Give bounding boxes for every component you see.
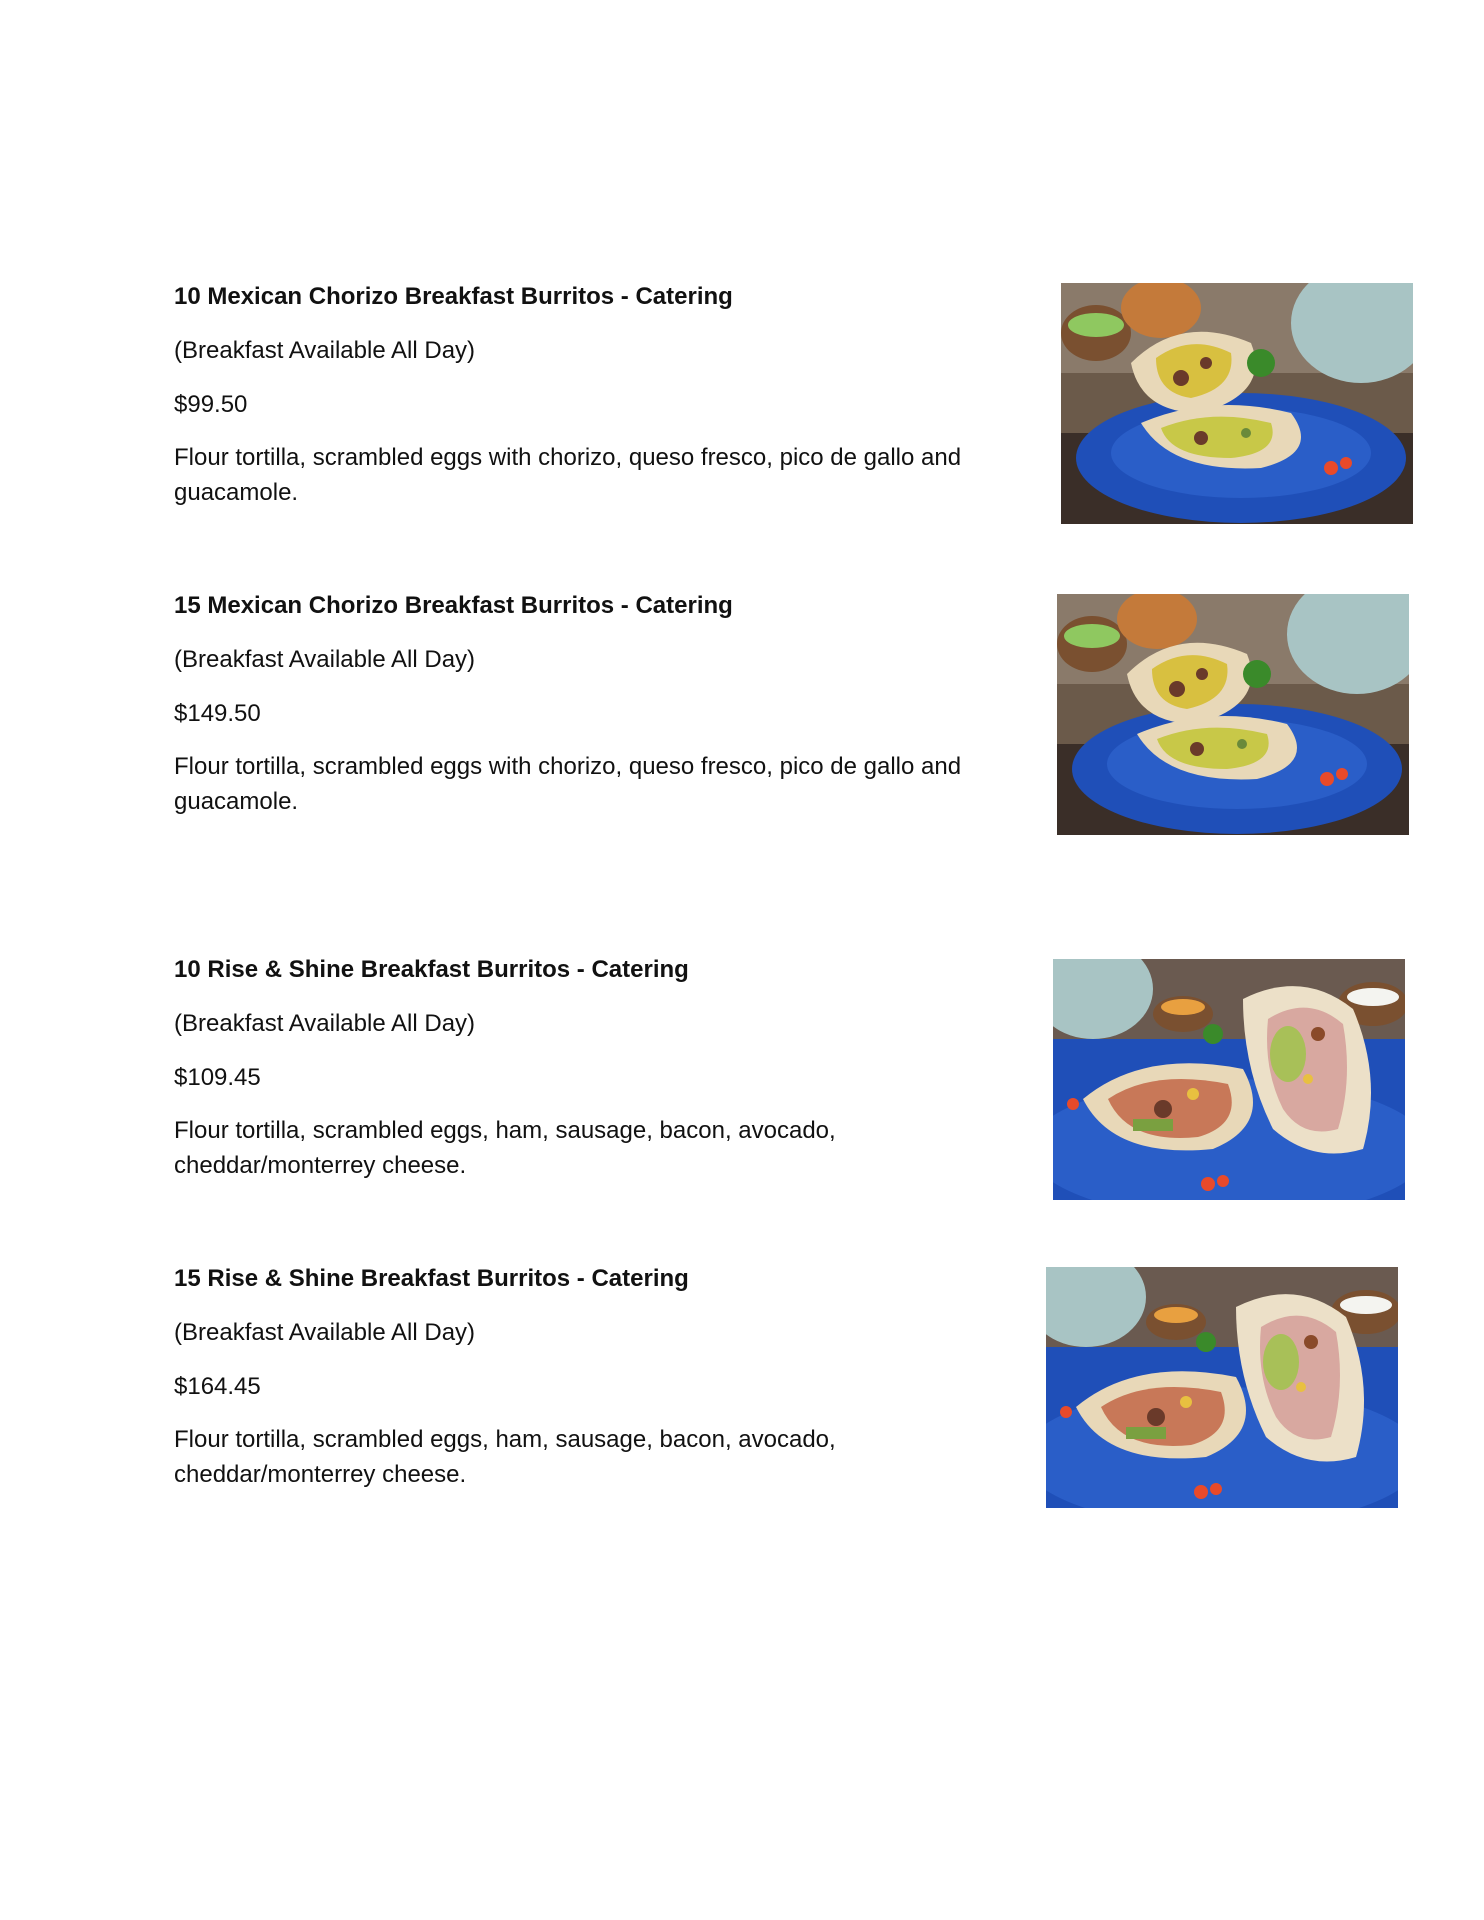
item-availability-note: (Breakfast Available All Day) xyxy=(174,337,476,364)
item-price: $164.45 xyxy=(174,1373,261,1400)
item-title: 10 Rise & Shine Breakfast Burritos - Catering xyxy=(174,956,689,983)
item-description: Flour tortilla, scrambled eggs with chorizo, queso fresco, pico de gallo and guacamole. xyxy=(174,444,962,506)
menu-item-text xyxy=(174,1264,994,1492)
chorizo-burrito-photo xyxy=(1057,594,1409,835)
menu-item-text xyxy=(174,282,994,510)
menu-item-text xyxy=(174,591,994,819)
item-price: $149.50 xyxy=(174,700,261,727)
rise-and-shine-burrito-photo xyxy=(1046,1267,1398,1508)
chorizo-burrito-photo xyxy=(1061,283,1413,524)
item-description: Flour tortilla, scrambled eggs with chorizo, queso fresco, pico de gallo and guacamole. xyxy=(174,753,962,815)
item-description: Flour tortilla, scrambled eggs, ham, sausage, bacon, avocado, cheddar/monterrey cheese. xyxy=(174,1117,836,1179)
item-title: 10 Mexican Chorizo Breakfast Burritos - Catering xyxy=(174,283,733,310)
item-description: Flour tortilla, scrambled eggs, ham, sausage, bacon, avocado, cheddar/monterrey cheese. xyxy=(174,1426,836,1488)
rise-and-shine-burrito-photo xyxy=(1053,959,1405,1200)
item-price: $109.45 xyxy=(174,1064,261,1091)
item-availability-note: (Breakfast Available All Day) xyxy=(174,1319,476,1346)
item-price: $99.50 xyxy=(174,391,248,418)
menu-item-text xyxy=(174,955,994,1183)
item-availability-note: (Breakfast Available All Day) xyxy=(174,1010,476,1037)
item-title: 15 Mexican Chorizo Breakfast Burritos - Catering xyxy=(174,592,733,619)
item-title: 15 Rise & Shine Breakfast Burritos - Catering xyxy=(174,1265,689,1292)
item-availability-note: (Breakfast Available All Day) xyxy=(174,646,476,673)
